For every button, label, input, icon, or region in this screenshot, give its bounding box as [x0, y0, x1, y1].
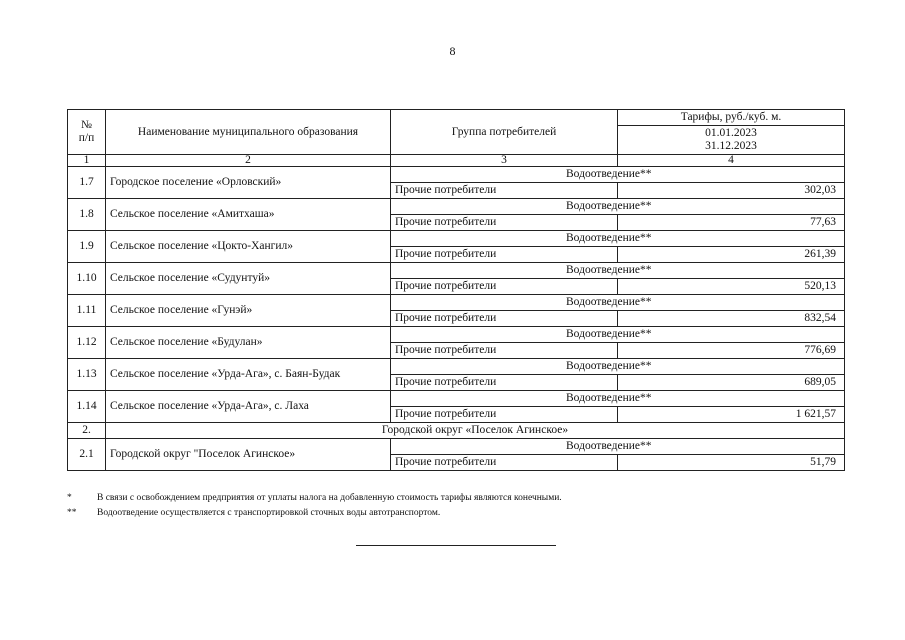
- row-name: Сельское поселение «Судунтуй»: [106, 263, 391, 295]
- row-group: Прочие потребители: [391, 311, 618, 327]
- row-name: Сельское поселение «Урда-Ага», с. Баян-Будак: [106, 359, 391, 391]
- row-tariff: 51,79: [618, 455, 845, 471]
- footnote-mark: **: [67, 508, 77, 518]
- row-group: Прочие потребители: [391, 183, 618, 199]
- row-tariff: 689,05: [618, 375, 845, 391]
- row-group: Прочие потребители: [391, 247, 618, 263]
- table-row: [68, 295, 845, 311]
- row-num: 1.11: [68, 295, 106, 327]
- table-row: [68, 231, 845, 247]
- footnotes: [67, 491, 857, 521]
- row-name: Сельское поселение «Цокто-Хангил»: [106, 231, 391, 263]
- table-row: [68, 439, 845, 455]
- row-tariff: 1 621,57: [618, 407, 845, 423]
- tariff-table: [67, 109, 845, 471]
- row-group: Прочие потребители: [391, 407, 618, 423]
- row-service: Водоотведение**: [391, 167, 845, 183]
- page-number: 8: [449, 44, 456, 58]
- row-group: Прочие потребители: [391, 375, 618, 391]
- table-row: [68, 391, 845, 407]
- row-service: Водоотведение**: [391, 263, 845, 279]
- header-num-line1: №: [81, 119, 92, 131]
- row-tariff: 520,13: [618, 279, 845, 295]
- table-row: [68, 199, 845, 215]
- row-group: Прочие потребители: [391, 343, 618, 359]
- row-service: Водоотведение**: [391, 199, 845, 215]
- section-num: 2.: [68, 423, 106, 439]
- section-row: [68, 423, 845, 439]
- column-number: 1: [68, 155, 106, 167]
- footnote-text: В связи с освобождением предприятия от уплаты налога на добавленную стоимость тарифы являются конечными.: [97, 493, 562, 503]
- footnote: [67, 506, 857, 521]
- row-name: Городское поселение «Орловский»: [106, 167, 391, 199]
- column-number: 2: [106, 155, 391, 167]
- footnote-mark: *: [67, 493, 72, 503]
- row-service: Водоотведение**: [391, 391, 845, 407]
- table-row: [68, 263, 845, 279]
- header-group: Группа потребителей: [391, 110, 618, 155]
- row-tariff: 77,63: [618, 215, 845, 231]
- footnote: [67, 491, 857, 506]
- header-num: [68, 110, 106, 155]
- row-num: 2.1: [68, 439, 106, 471]
- signature-line: [356, 545, 556, 546]
- header-name: Наименование муниципального образования: [106, 110, 391, 155]
- row-num: 1.7: [68, 167, 106, 199]
- tariff-period-end: 31.12.2023: [705, 140, 757, 152]
- column-number-row: [68, 155, 845, 167]
- section-title: Городской округ «Поселок Агинское»: [106, 423, 845, 439]
- table-row: [68, 327, 845, 343]
- row-num: 1.9: [68, 231, 106, 263]
- row-group: Прочие потребители: [391, 215, 618, 231]
- header-num-line2: п/п: [78, 132, 95, 144]
- row-service: Водоотведение**: [391, 231, 845, 247]
- row-num: 1.12: [68, 327, 106, 359]
- row-tariff: 261,39: [618, 247, 845, 263]
- row-num: 1.10: [68, 263, 106, 295]
- table-row: [68, 167, 845, 183]
- row-service: Водоотведение**: [391, 295, 845, 311]
- column-number: 4: [618, 155, 845, 167]
- row-name: Сельское поселение «Амитхаша»: [106, 199, 391, 231]
- row-num: 1.13: [68, 359, 106, 391]
- row-tariff: 302,03: [618, 183, 845, 199]
- table-body: [68, 167, 845, 471]
- header-tariff-period: [618, 126, 845, 155]
- header-tariff: Тарифы, руб./куб. м.: [618, 110, 845, 126]
- row-num: 1.14: [68, 391, 106, 423]
- row-group: Прочие потребители: [391, 455, 618, 471]
- row-tariff: 832,54: [618, 311, 845, 327]
- row-service: Водоотведение**: [391, 439, 845, 455]
- row-name: Сельское поселение «Гунэй»: [106, 295, 391, 327]
- row-service: Водоотведение**: [391, 327, 845, 343]
- column-number: 3: [391, 155, 618, 167]
- row-service: Водоотведение**: [391, 359, 845, 375]
- tariff-period-start: 01.01.2023: [705, 127, 757, 139]
- row-group: Прочие потребители: [391, 279, 618, 295]
- row-name: Сельское поселение «Урда-Ага», с. Лаха: [106, 391, 391, 423]
- table-header: [68, 110, 845, 167]
- table-row: [68, 359, 845, 375]
- row-name: Сельское поселение «Будулан»: [106, 327, 391, 359]
- row-name: Городской округ "Поселок Агинское»: [106, 439, 391, 471]
- footnote-text: Водоотведение осуществляется с транспортировкой сточных воды автотранспортом.: [97, 508, 441, 518]
- row-num: 1.8: [68, 199, 106, 231]
- row-tariff: 776,69: [618, 343, 845, 359]
